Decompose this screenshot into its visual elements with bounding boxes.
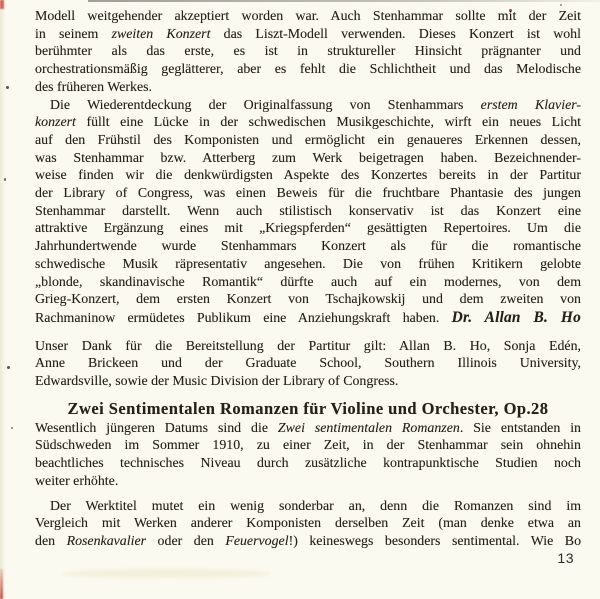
text-line: Rachmaninow ermüdetes Publikum eine Anziehungskraft haben. Dr. Allan B. Ho [35,308,581,326]
text-line: auf den Frühstil des Komponisten und ermöglicht ein genaueres Erkennen dessen, [35,132,581,148]
scan-smudge [62,569,272,578]
text-line: des früheren Werkes. [35,79,153,95]
para-werktitel [35,498,581,551]
page-number: 13 [557,550,574,566]
text-line: der Library of Congress, was einen Beweis für die fruchtbare Phantasie des jungen [35,186,581,202]
scan-edge-left-tint [0,0,6,599]
text-line: in seinem zweiten Konzert das Liszt-Modell verwenden. Dieses Konzert ist wohl [35,26,581,42]
text-line: Wesentlich jüngeren Datums sind die Zwei sentimentalen Romanzen. Sie entstanden in [35,420,582,436]
para-konzert-continuation [35,8,581,97]
text-column [35,8,581,551]
scan-red-speck-top-left [0,0,4,9]
text-line: Edwardsville, sowie der Music Division der Library of Congress. [35,374,399,390]
text-line: Vergleich mit Werken anderer Komponisten derselben Zeit (man denke etwa an [35,516,581,532]
scan-speck [11,427,13,429]
text-line: orchestrationsmäßig geglätterer, aber es fehlt die Schlichtheit und das Melodische [35,62,581,78]
para-danksagung [35,338,581,391]
text-line: attraktive Ergänzung eines mit „Kriegspferden“ gesättigten Repertoires. Um die [35,221,581,237]
text-line: weise finden wir die denkwürdigsten Aspekte des Konzertes bereits in der Partitur [35,168,581,184]
text-line: konzert füllt eine Lücke in der schwedischen Musikgeschichte, wirft ein neues Licht [35,115,581,131]
scan-speck [4,178,6,181]
text-line: berühmter als das erste, es ist in struktureller Hinsicht prägnanter und [35,44,581,60]
text-line: Stenhammar darstellt. Wenn auch stilistisch konservativ ist das Konzert eine [35,203,581,219]
text-line: was Stenhammar bzw. Atterberg zum Werk beigetragen haben. Bezeichnender- [35,150,581,166]
text-line: weiter erhöhte. [35,473,119,489]
text-line: schwedische Musik räpresentativ angesehen. Die von frühen Kritikern gelobte [35,256,581,272]
scan-red-streak-bottom-left [0,569,3,599]
section-heading-romanzen: Zwei Sentimentalen Romanzen für Violine und Orchester, Op.28 [67,398,549,418]
text-line: Modell weitgehender akzeptiert worden war. Auch Stenhammar sollte mit der Zeit [35,9,581,24]
para-romanzen-entstehung [35,420,581,491]
text-line: „blonde, skandinavische Romantik“ dürfte auch auf ein modernes, von dem [35,274,581,290]
text-line: den Rosenkavalier oder den Feuervogel!) keineswegs besonders sentimental. Wie Bo [35,533,582,549]
text-line: Jahrhundertwende wurde Stenhammars Konzert als für die romantische [35,239,581,255]
text-line: Grieg-Konzert, dem ersten Konzert von Tschajkowskij und dem zweiten von [35,292,581,308]
text-line: Unser Dank für die Bereitstellung der Partitur gilt: Allan B. Ho, Sonja Edén, [35,338,581,354]
text-line: Der Werktitel mutet ein wenig sonderbar an, denn die Romanzen sind im [50,498,581,514]
text-line: Anne Brickeen und der Graduate School, Southern Illinois University, [35,356,581,372]
scan-speck [560,4,562,6]
text-line: Südschweden im Sommer 1910, zu einer Zeit, in der Stenhammar sein ohnehin [35,438,581,454]
para-wiederentdeckung [35,97,581,328]
scan-edge-top-shadow [88,0,600,2]
scan-speck [7,366,10,369]
text-line: beachtliches technisches Niveau durch zusätzliche kontrapunktische Studien noch [35,456,581,472]
scan-speck [6,86,9,89]
text-line: Die Wiederentdeckung der Originalfassung von Stenhammars erstem Klavier- [50,97,581,113]
